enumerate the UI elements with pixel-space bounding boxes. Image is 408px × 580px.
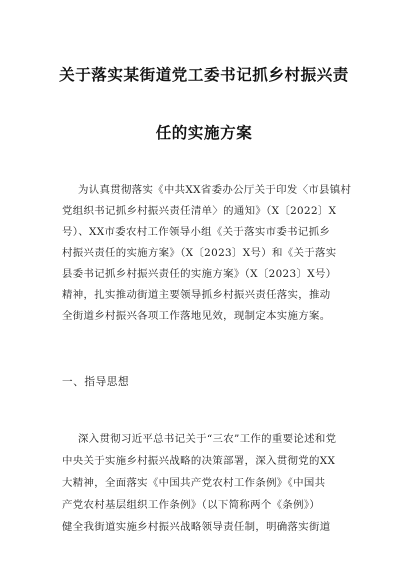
body-line: 中央关于实施乡村振兴战略的决策部署，深入贯彻党的XX [62,455,336,467]
body-line: 深入贯彻习近平总书记关于“三农”工作的重要论述和党 [78,433,337,445]
intro-line: 党组织书记抓乡村振兴责任清单〉的通知》（X〔2022〕X [62,205,337,217]
section-heading-guiding-ideology: 一、指导思想 [62,376,130,388]
body-line: 健全我街道实施乡村振兴战略领导责任制，明确落实街道 [62,521,331,533]
intro-line: 号）、XX市委农村工作领导小组《关于落实市委书记抓乡 [62,226,331,238]
intro-line: 县委书记抓乡村振兴责任的实施方案》（X〔2023〕X号） [62,268,337,280]
intro-line: 为认真贯彻落实《中共XX省委办公厅关于印发〈市县镇村 [78,184,352,196]
intro-line: 村振兴责任的实施方案》（X〔2023〕X号）和《关于落实 [62,247,337,259]
body-line: 产党农村基层组织工作条例》（以下简称两个《条例》） [62,499,321,511]
intro-line: 全街道乡村振兴各项工作落地见效，现制定本实施方案。 [62,310,331,322]
intro-line: 精神，扎实推动街道主要领导抓乡村振兴责任落实，推动 [62,289,331,301]
body-line: 大精神，全面落实《中国共产党农村工作条例》《中国共 [62,477,326,489]
document-title-line-1: 关于落实某街道党工委书记抓乡村振兴责 [59,66,349,84]
document-title-line-2: 任的实施方案 [155,124,253,142]
